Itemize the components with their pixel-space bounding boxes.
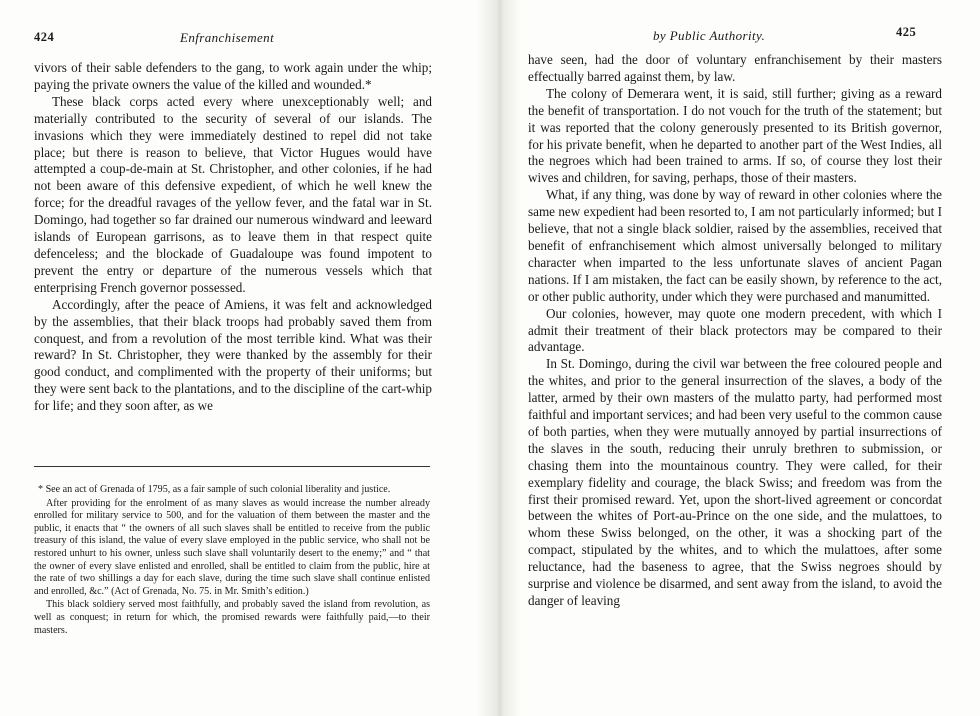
running-head: Enfranchisement [180, 30, 275, 45]
footnotes [34, 484, 430, 638]
right-page [528, 0, 948, 608]
paragraph: These black corps acted every where unexceptionably well; and materially contributed to the security of several of our islands. The invasions which they were immediately destined to repel did not take place; but there is reason to believe, that Victor Hugues would have attempted a coup-de-main at St. Christopher, and other colonies, if he had not been aware of this defensive expedient, of which he well knew the force; for the dreadful ravages of the yellow fever, and the fatal war in St. Domingo, had together so far drained our numerous windward and leeward islands of European garrisons, as to leave them in that respect quite defenceless; and the blockade of Guadaloupe was found impotent to prevent the entry or departure of the numerous vessels which that enterprising French governor possessed. [34, 93, 432, 295]
left-page-header [30, 0, 434, 45]
footnote: * See an act of Grenada of 1795, as a fair sample of such colonial liberality and justice. [38, 484, 391, 495]
page-number: 424 [34, 30, 55, 44]
paragraph: vivors of their sable defenders to the gang, to work again under the whip; paying the private owners the value of the killed and wounded.* [34, 60, 432, 92]
left-page [30, 0, 434, 636]
paragraph: What, if any thing, was done by way of reward in other colonies where the same new expedient had been resorted to, I am not particularly informed; but I believe, that not a single black soldier, raised by the assemblies, received that benefit of enfranchisement which almost universally belonged to military character when imparted to the less unfortunate slaves of ancient Pagan nations. If I am mistaken, the fact can be easily shown, by reference to the act, or other public authority, under which they were purchased and manumitted. [528, 187, 942, 304]
paragraph: Our colonies, however, may quote one modern precedent, with which I admit their treatment of their black protectors may be compared to their advantage. [528, 305, 942, 355]
book-gutter [476, 0, 522, 716]
running-head: by Public Authority. [653, 28, 766, 43]
paragraph: In St. Domingo, during the civil war between the free coloured people and the whites, and prior to the general insurrection of the slaves, a body of the latter, armed by their own masters of the mulatto party, had performed most faithful and important services; and had been very useful to the common cause of both parties, when they were mutually annoyed by partial insurrections of the slaves in the south, reducing their unruly brethren to submission, or chasing them into the mountainous country. They were called, for their exemplary fidelity and courage, the black Swiss; and freedom was from the first their promised reward. Yet, upon the short-lived agreement or concordat between the whites of Port-au-Prince on the one side, and the mulattoes, to whom these Swiss belonged, on the other, it was a shocking part of the compact, stipulated by the whites, and to which the mulattoes, after some reluctance, had the baseness to agree, that the Swiss negroes should by surprise and violence be disarmed, and sent away from the island, to avoid the danger of leaving [528, 356, 942, 608]
footnote-rule [34, 466, 430, 467]
footnote: This black soldiery served most faithfully, and probably saved the island from revolution, as well as conquest; in return for which, the promised rewards were faithfully paid,—to their masters. [34, 599, 430, 636]
paragraph: have seen, had the door of voluntary enfranchisement by their masters effectually barred against them, by law. [528, 52, 942, 84]
paragraph: Accordingly, after the peace of Amiens, it was felt and acknowledged by the assemblies, that their black troops had probably saved them from conquest, and from a revolution of the most terrible kind. What was their reward? In St. Christopher, they were thanked by the assembly for their good conduct, and complimented with the property of their uniforms; but they were sent back to the plantations, and to the discipline of the cart-whip for life; and they soon after, as we [34, 296, 432, 414]
page-number: 425 [896, 25, 917, 39]
right-page-body [528, 52, 942, 610]
paragraph: The colony of Demerara went, it is said, still further; giving as a reward the benefit of transportation. I do not vouch for the truth of the statement; but it was reported that the colony generously presented to its British governor, for his private benefit, when he departed to another part of the West Indies, all the negroes which had been trained to arms. If so, of course they lost their wives and children, for saving, perhaps, those of their masters. [528, 85, 942, 186]
right-page-header [528, 0, 948, 43]
left-page-body [34, 60, 432, 415]
footnote: After providing for the enrolment of as many slaves as would increase the number already enrolled for military service to 500, and for the valuation of them between the master and the public, it enacts that “ the owners of all such slaves shall be entitled to receive from the public treasury of this island, the value of every slave employed in the public service, who shall not be restored unhurt to his owner, unless such slave shall voluntarily desert to the enemy;” and “ that the owner of every slave enlisted and enrolled, shall be entitled to claim from the public, hire at the rate of two shillings a day for each slave, during the time such slave shall continue enlisted and enrolled, &c.” (Act of Grenada, No. 75. in Mr. Smith’s edition.) [34, 497, 430, 597]
